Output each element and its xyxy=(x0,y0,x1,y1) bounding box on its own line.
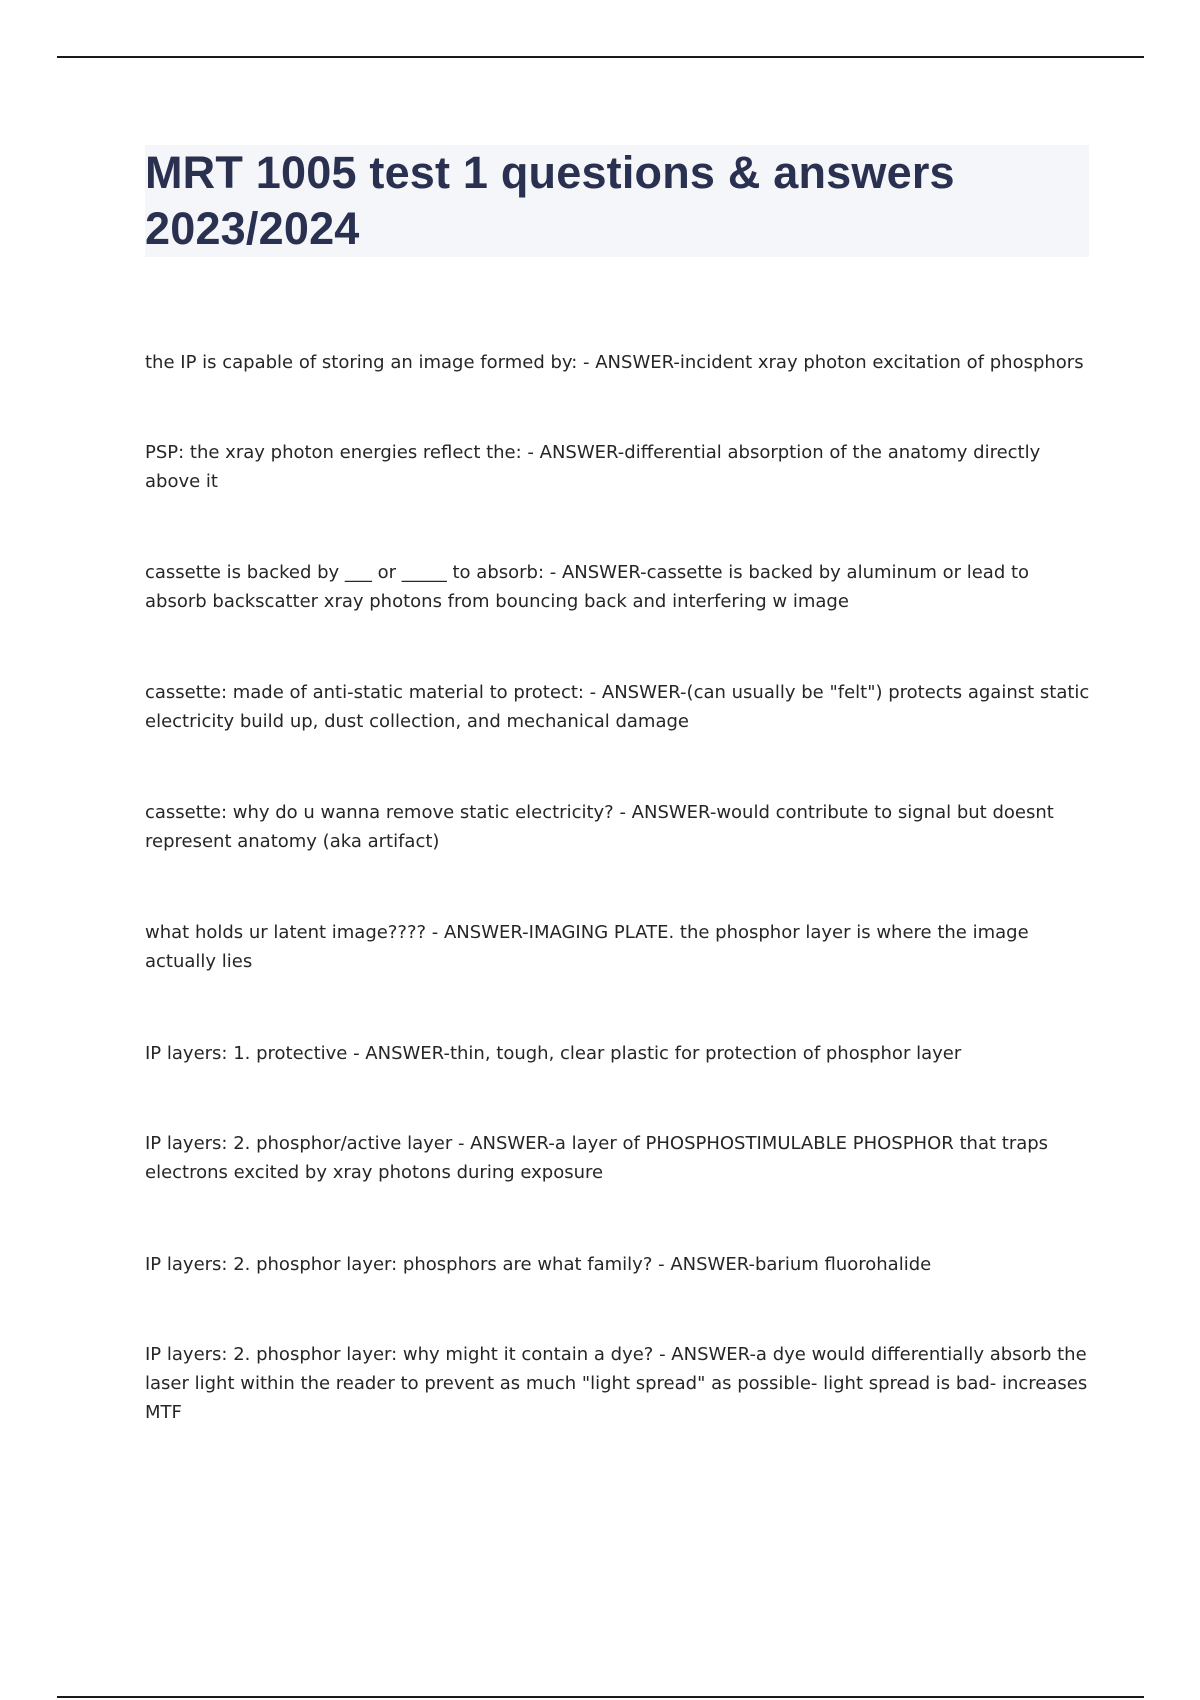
qa-item-7: IP layers: 1. protective - ANSWER-thin, tough, clear plastic for protection of phosphor layer xyxy=(145,1043,962,1064)
qa-item-3: cassette is backed by ___ or _____ to absorb: - ANSWER-cassette is backed by aluminum or lead to absorb backscatter xray photons from bouncing back and interfering w image xyxy=(145,562,1030,612)
qa-item-8: IP layers: 2. phosphor/active layer - ANSWER-a layer of PHOSPHOSTIMULABLE PHOSPHOR that traps electrons excited by xray photons during exposure xyxy=(145,1133,1049,1183)
qa-item-1: the IP is capable of storing an image formed by: - ANSWER-incident xray photon excitation of phosphors xyxy=(145,352,1084,373)
qa-item-9: IP layers: 2. phosphor layer: phosphors are what family? - ANSWER-barium fluorohalide xyxy=(145,1254,932,1275)
qa-item-5: cassette: why do u wanna remove static electricity? - ANSWER-would contribute to signal but doesnt represent anatomy (aka artifact) xyxy=(145,802,1054,852)
bottom-rule xyxy=(57,1696,1144,1698)
qa-item-6: what holds ur latent image???? - ANSWER-IMAGING PLATE. the phosphor layer is where the image actually lies xyxy=(145,922,1029,972)
title-banner xyxy=(145,145,1089,257)
qa-item-2: PSP: the xray photon energies reflect the: - ANSWER-differential absorption of the anatomy directly above it xyxy=(145,442,1041,492)
qa-item-10: IP layers: 2. phosphor layer: why might it contain a dye? - ANSWER-a dye would differentially absorb the laser light within the reader to prevent as much "light spread" as possible- light spread is bad- increases MTF xyxy=(145,1344,1088,1423)
top-rule xyxy=(57,56,1144,58)
qa-item-4: cassette: made of anti-static material to protect: - ANSWER-(can usually be "felt") protects against static electricity build up, dust collection, and mechanical damage xyxy=(145,682,1090,732)
document-title: MRT 1005 test 1 questions & answers 2023/2024 xyxy=(145,147,955,254)
